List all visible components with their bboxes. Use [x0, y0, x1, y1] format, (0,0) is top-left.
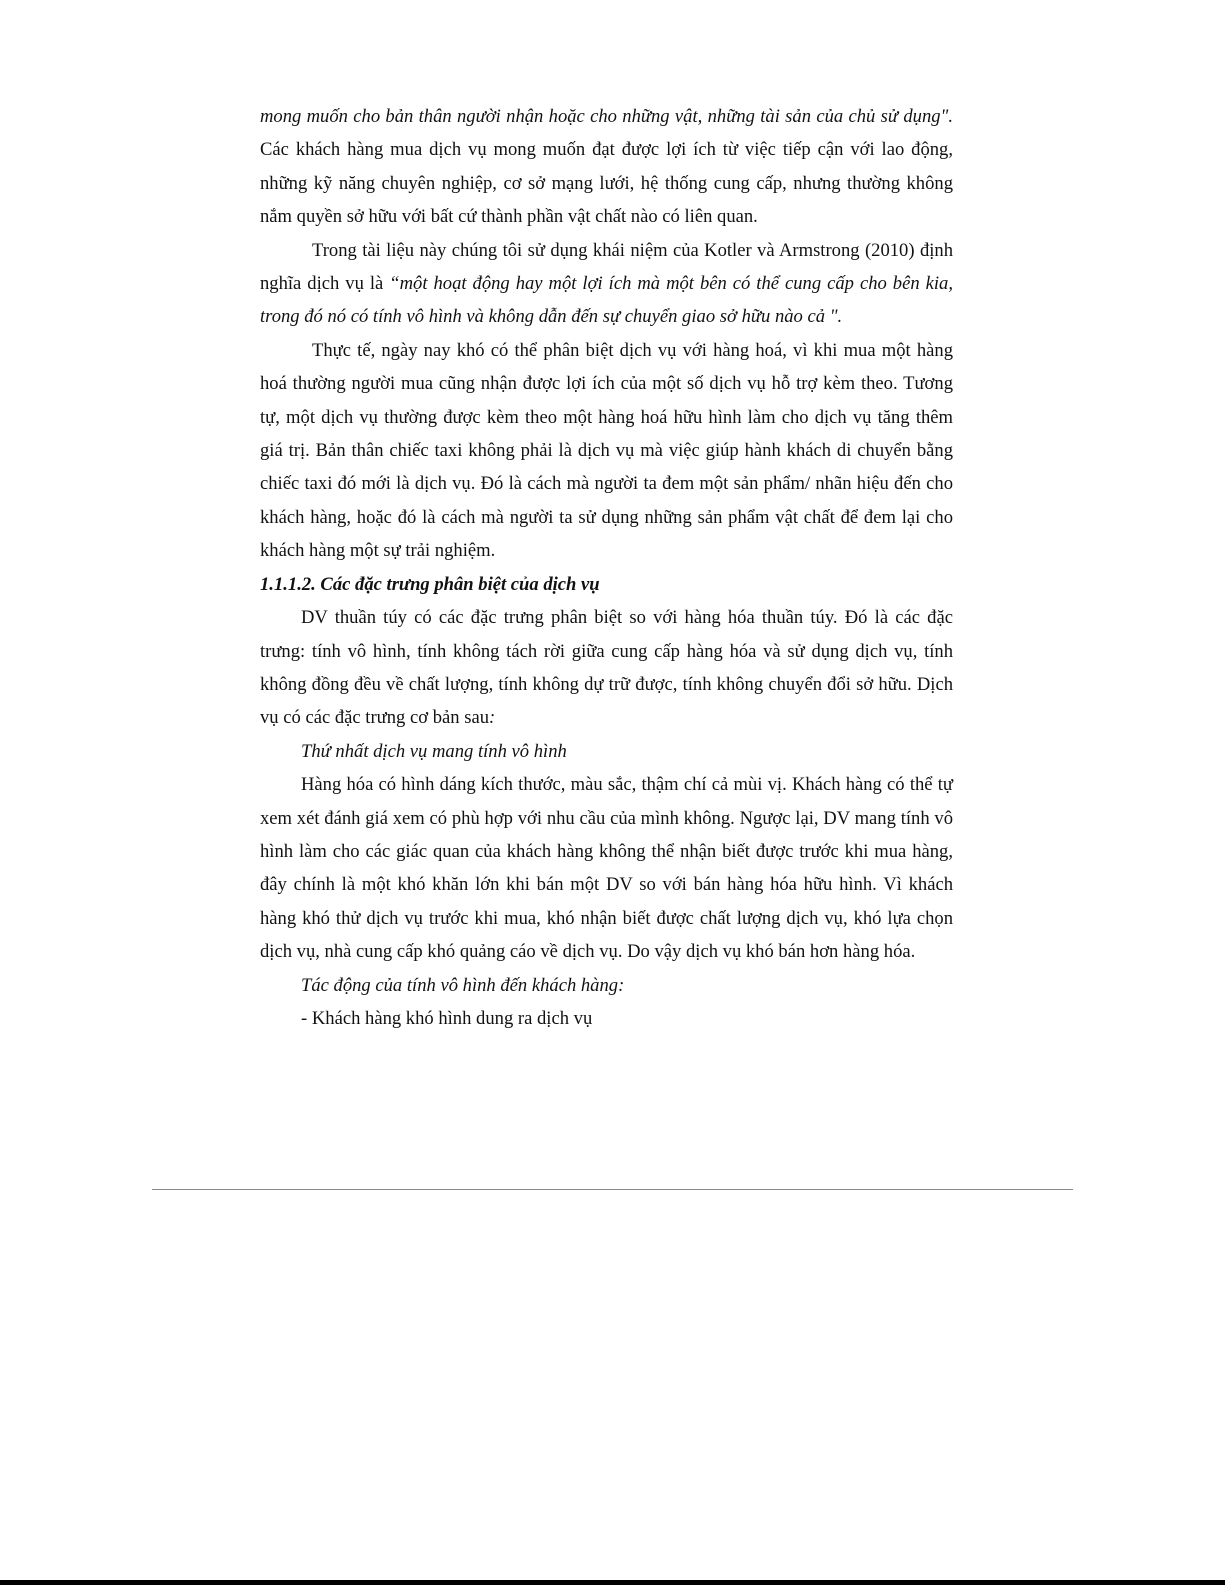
colon-mark: :	[489, 707, 496, 729]
paragraph-characteristics	[260, 601, 953, 735]
paragraph-intangibility: Hàng hóa có hình dáng kích thước, màu sắc, thậm chí cả mùi vị. Khách hàng có thể tự xem xét đánh giá xem có phù hợp với nhu cầu của mình không. Ngược lại, DV mang tính vô hình làm cho các giác quan của khách hàng không thể nhận biết được trước khi mua hàng, đây chính là một khó khăn lớn khi bán một DV so với bán hàng hóa hữu hình. Vì khách hàng khó thử dịch vụ trước khi mua, khó nhận biết được chất lượng dịch vụ, khó lựa chọn dịch vụ, nhà cung cấp khó quảng cáo về dịch vụ. Do vậy dịch vụ khó bán hơn hàng hóa.	[260, 774, 953, 963]
subheading-text: Tác động của tính vô hình đến khách hàng:	[301, 974, 625, 996]
bottom-edge-bar	[0, 1580, 1225, 1585]
paragraph-kotler-definition	[260, 234, 953, 334]
list-item: - Khách hàng khó hình dung ra dịch vụ	[301, 1007, 593, 1029]
subheading-intangibility	[260, 735, 953, 768]
document-body	[260, 100, 953, 1035]
subheading-impact-on-customers	[260, 969, 953, 1002]
paragraph-text: DV thuần túy có các đặc trưng phân biệt so với hàng hóa thuần túy. Đó là các đặc trưng: tính vô hình, tính không tách rời giữa cung cấp hàng hóa và sử dụng dịch vụ, tính không đồng đều về chất lượng, tính không dự trữ được, tính không chuyển đổi sở hữu. Dịch vụ có các đặc trưng cơ bản sau	[260, 607, 953, 729]
section-heading: 1.1.1.2. Các đặc trưng phân biệt của dịch vụ	[260, 573, 600, 595]
paragraph-text: Các khách hàng mua dịch vụ mong muốn đạt được lợi ích từ việc tiếp cận với lao động, những kỹ năng chuyên nghiệp, cơ sở mạng lưới, hệ thống cung cấp, nhưng thường không nắm quyền sở hữu với bất cứ thành phần vật chất nào có liên quan.	[260, 139, 953, 228]
subheading-text: Thứ nhất dịch vụ mang tính vô hình	[301, 740, 567, 762]
page-separator-line	[152, 1189, 1073, 1190]
quoted-definition: “một hoạt động hay một lợi ích mà một bên có thể cung cấp cho bên kia, trong đó nó có tính vô hình và không dẫn đến sự chuyển giao sở hữu nào cả ".	[260, 273, 953, 328]
paragraph-text: Trong tài liệu này chúng tôi sử dụng khái niệm của Kotler và Armstrong (2010) định nghĩa dịch vụ là	[260, 239, 953, 295]
paragraph-goods-vs-services: Thực tế, ngày nay khó có thể phân biệt dịch vụ với hàng hoá, vì khi mua một hàng hoá thường người mua cũng nhận được lợi ích của một số dịch vụ hỗ trợ kèm theo. Tương tự, một dịch vụ thường được kèm theo một hàng hoá hữu hình làm cho dịch vụ tăng thêm giá trị. Bản thân chiếc taxi không phải là dịch vụ mà việc giúp hành khách di chuyển bằng chiếc taxi đó mới là dịch vụ. Đó là cách mà người ta đem một sản phẩm/ nhãn hiệu đến cho khách hàng, hoặc đó là cách mà người ta sử dụng những sản phẩm vật chất để đem lại cho khách hàng một sự trải nghiệm.	[260, 339, 953, 562]
quoted-definition-tail: mong muốn cho bản thân người nhận hoặc cho những vật, những tài sản của chủ sử dụng".	[260, 106, 953, 127]
paragraph-service-definition-continued	[260, 100, 953, 234]
